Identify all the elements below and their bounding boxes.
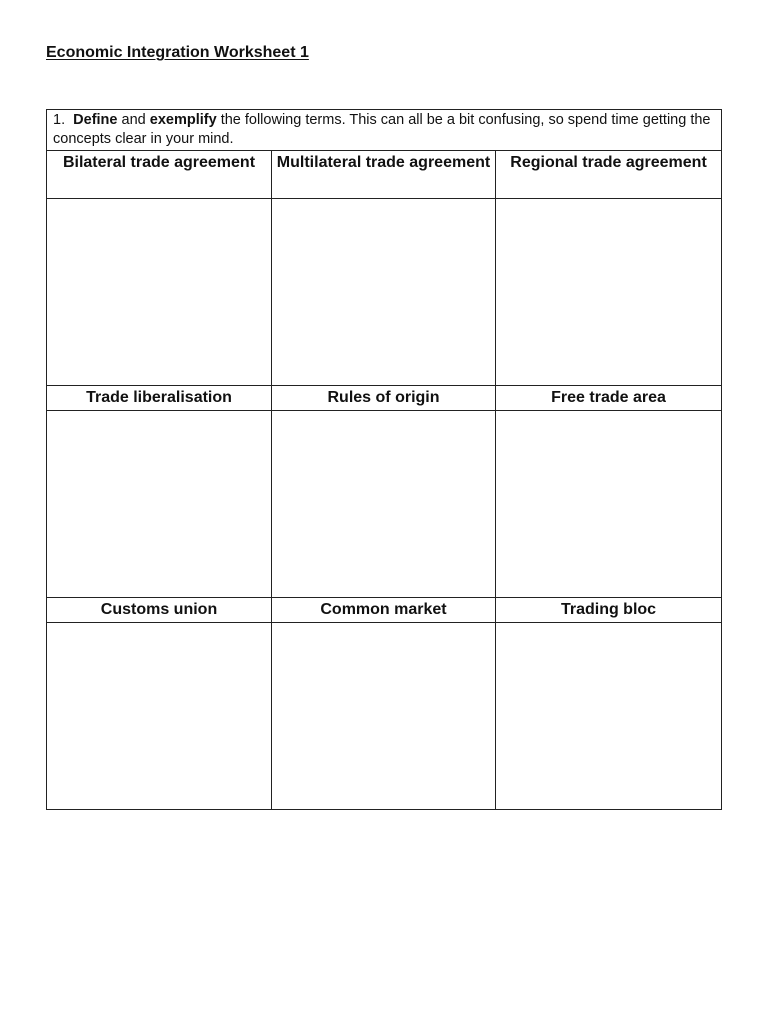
term-heading: Trade liberalisation bbox=[47, 386, 272, 411]
term-heading: Bilateral trade agreement bbox=[47, 151, 272, 199]
answer-cell-common-market[interactable] bbox=[272, 623, 496, 810]
answer-cell-rules-of-origin[interactable] bbox=[272, 411, 496, 598]
term-heading: Rules of origin bbox=[272, 386, 496, 411]
term-heading: Customs union bbox=[47, 598, 272, 623]
instruction-define: Define bbox=[73, 112, 118, 128]
answer-cell-trade-liberalisation[interactable] bbox=[47, 411, 272, 598]
instruction-and: and bbox=[121, 112, 146, 128]
answer-cell-regional[interactable] bbox=[496, 199, 722, 386]
term-heading: Common market bbox=[272, 598, 496, 623]
answer-cell-multilateral[interactable] bbox=[272, 199, 496, 386]
instruction-exemplify: exemplify bbox=[149, 112, 217, 128]
term-heading: Regional trade agreement bbox=[496, 151, 722, 199]
answer-cell-free-trade-area[interactable] bbox=[496, 411, 722, 598]
answer-cell-customs-union[interactable] bbox=[47, 623, 272, 810]
term-heading: Trading bloc bbox=[496, 598, 722, 623]
terms-table bbox=[46, 109, 722, 810]
answer-cell-bilateral[interactable] bbox=[47, 199, 272, 386]
instruction-text: the following terms. This can all be a bit confusing, so spend time getting the concepts clear in your mind. bbox=[53, 112, 711, 147]
term-heading: Multilateral trade agreement bbox=[272, 151, 496, 199]
answer-cell-trading-bloc[interactable] bbox=[496, 623, 722, 810]
term-heading: Free trade area bbox=[496, 386, 722, 411]
instruction-number: 1. bbox=[53, 112, 66, 128]
worksheet-title: Economic Integration Worksheet 1 bbox=[46, 44, 309, 61]
instruction-cell bbox=[47, 110, 722, 151]
